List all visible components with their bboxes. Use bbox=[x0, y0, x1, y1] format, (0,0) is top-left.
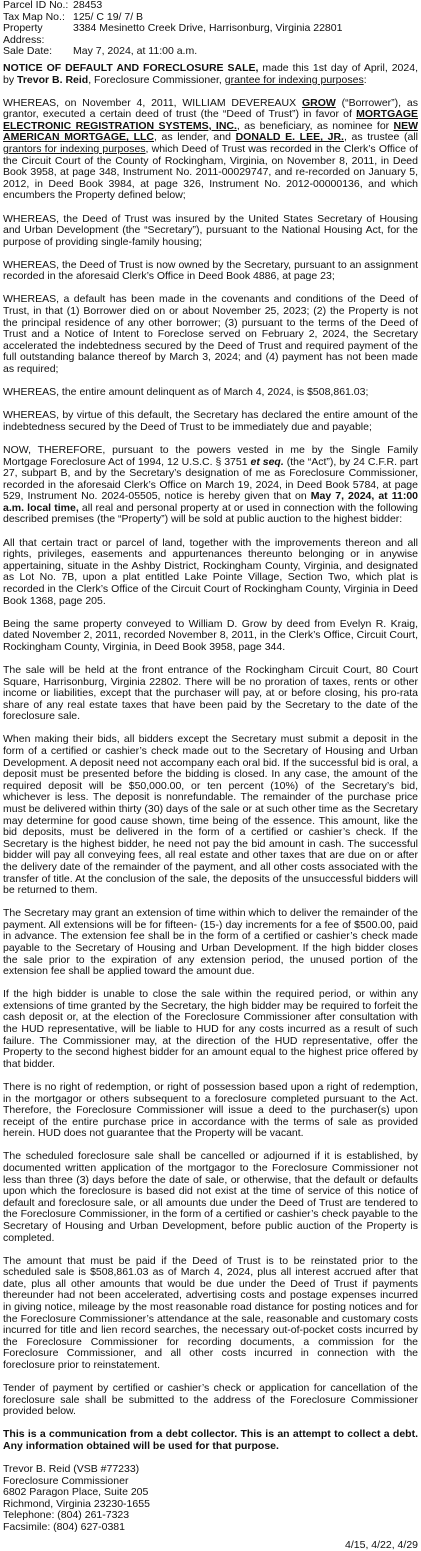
signature-line: 6802 Paragon Place, Suite 205 bbox=[3, 1486, 149, 1499]
notice-title: NOTICE OF DEFAULT AND FORECLOSURE SALE, bbox=[3, 61, 259, 74]
text-run: , as trustee (all bbox=[343, 131, 418, 144]
intro-text: , Foreclosure Commissioner, bbox=[88, 73, 225, 86]
beneficiary-name: MORTGAGE ELECTRONIC REGISTRATION SYSTEMS, INC. bbox=[3, 108, 418, 132]
paragraph-bids: When making their bids, all bidders except the Secretary must submit a deposit in the form of a certified or cashier’s check made out to the Secretary of Housing and Urban Development. A deposit need not accompany each oral bid. If the successful bid is oral, a deposit must be presented before the bidding is closed. In any case, the amount of the required deposit will be $50,000.00, or ten percent (10%) of the Secretary’s bid, whichever is less. The deposit is nonrefundable. The remainder of the purchase price must be delivered within thirty (30) days of the sale or at such other time as the Secretary may determine for good cause shown, time being of the essence. This amount, like the bid deposits, must be delivered in the form of a certified or cashier’s check. If the Secretary is the highest bidder, he need not pay the bid amount in cash. The successful bidder will pay all conveying fees, all real estate and other taxes that are due on or after the delivery date of the remainder of the payment, and all other costs associated with the transfer of title. At the conclusion of the sale, the deposits of the unsuccessful bidders will be returned to them. bbox=[3, 733, 418, 897]
text-run: all real and personal property at or used in connection with the following described premises (the “Property”) will be sold at public auction to the highest bidder: bbox=[3, 501, 418, 526]
text-run: (“Borrower”), as grantor, executed a certain deed of trust (the “Deed of Trust”) in favor of bbox=[3, 96, 418, 121]
signature-line: Foreclosure Commissioner bbox=[3, 1474, 129, 1487]
header-value: May 7, 2024, at 11:00 a.m. bbox=[73, 45, 198, 58]
signature-block bbox=[3, 1464, 418, 1534]
publication-dates: 4/15, 4/22, 4/29 bbox=[345, 1538, 418, 1551]
paragraph-insured: WHEREAS, the Deed of Trust was insured by the United States Secretary of Housing and Urban Development (the “Secretary”), pursuant to the National Housing Act, for the purpose of providing single-family housing; bbox=[3, 212, 418, 248]
commissioner-name: Trevor B. Reid bbox=[17, 73, 89, 86]
header-key: Parcel ID No.: bbox=[3, 0, 69, 11]
trustee-name: DONALD E. LEE, JR. bbox=[235, 131, 344, 144]
paragraph-whereas-grow bbox=[3, 98, 418, 202]
intro-text: : bbox=[363, 73, 367, 86]
paragraph-cancelled: The scheduled foreclosure sale shall be cancelled or adjourned if it is established, by documented written application of the mortgagor to the Foreclosure Commissioner not less than three (3) days before the date of sale, or otherwise, that the default or defaults upon which the foreclosure is based did not exist at the time of service of this notice of default and foreclosure sale, or all amounts due under the Deed of Trust are tendered to the Foreclosure Commissioner, in the form of a certified or cashier’s check payable to the Secretary of Housing and Urban Development, before public auction of the Property is completed. bbox=[3, 1150, 418, 1244]
grantors-label: grantors for indexing purposes bbox=[3, 143, 146, 156]
text-run: NOW, THEREFORE, pursuant to the powers vested in me by the Single Family Mortgage Foreclosure Act of 1994, 12 U.S.C. § 3751 bbox=[3, 443, 418, 468]
paragraph-reinstate: The amount that must be paid if the Deed of Trust is to be reinstated prior to the scheduled sale is $508,861.03 as of March 4, 2024, plus all interest accrued after that date, plus all other amounts that would be due under the Deed of Trust if payments thereunder had not been accelerated, advertising costs and postage expenses incurred in giving notice, mileage by the most reasonable road distance for posting notices and for the Foreclosure Commissioner’s attendance at the sale, reasonable and customary costs incurred for title and lien record searches, the necessary out-of-pocket costs incurred by the Foreclosure Commissioner for recording documents, a commission for the Foreclosure Commissioner, and all other costs incurred in connection with the foreclosure prior to reinstatement. bbox=[3, 1254, 418, 1371]
signature-line: Telephone: (804) 261-7323 bbox=[3, 1509, 130, 1522]
debt-collector-text: This is a communication from a debt collector. This is an attempt to collect a debt. Any information obtained will be used for that purpose. bbox=[3, 1428, 418, 1452]
header-value: 28453 bbox=[73, 0, 103, 11]
signature-line: Trevor B. Reid (VSB #77233) bbox=[3, 1463, 140, 1476]
et-seq: et seq. bbox=[250, 455, 284, 468]
header-value: 125/ C 19/ 7/ B bbox=[73, 10, 144, 23]
header-row-parcel bbox=[3, 0, 418, 12]
text-run: , as beneficiary, as nominee for bbox=[236, 119, 394, 132]
header-block bbox=[3, 0, 418, 58]
paragraph-now-therefore bbox=[3, 445, 418, 526]
debt-collector-notice bbox=[3, 1429, 418, 1452]
paragraph-virtue: WHEREAS, by virtue of this default, the Secretary has declared the entire amount of the indebtedness secured by the Deed of Trust to be immediately due and payable; bbox=[3, 409, 418, 433]
sale-datetime: May 7, 2024, at 11:00 a.m. local time, bbox=[3, 490, 418, 514]
text-run: (the “Act”), by 24 C.F.R. part 27, subpart B, and by the Secretary’s designation of me as Foreclosure Commissioner, recorded in the aforesaid Clerk’s Office on March 19, 2024, in Deed Book 5784, at page 529, Instrument No. 2024-05505, notice is hereby given that on bbox=[3, 455, 419, 503]
header-value: 3384 Mesinetto Creek Drive, Harrisonburg, Virginia 22801 bbox=[73, 22, 343, 35]
intro-paragraph bbox=[3, 63, 418, 86]
header-key: Sale Date: bbox=[3, 45, 53, 58]
header-key: Property Address: bbox=[3, 22, 45, 46]
paragraph-default: WHEREAS, a default has been made in the covenants and conditions of the Deed of Trust, in that (1) Borrower died on or about November 25, 2023; (2) the Property is not the principal residence of any other borrower; (3) pursuant to the terms of the Deed of Trust and a Notice of Intent to Foreclose served on February 2, 2024, the Secretary accelerated the indebtedness secured by the Deed of Trust and required payment of the full outstanding balance thereof by March 3, 2024; and (4) payment has not been made as required; bbox=[3, 293, 418, 376]
paragraph-owned: WHEREAS, the Deed of Trust is now owned by the Secretary, pursuant to an assignment recorded in the aforesaid Clerk’s Office in Deed Book 4886, at page 23; bbox=[3, 258, 418, 283]
paragraph-amount: WHEREAS, the entire amount delinquent as of March 4, 2024, is $508,861.03; bbox=[3, 386, 369, 399]
text-run: WHEREAS, on November 4, 2011, WILLIAM DEVEREAUX bbox=[3, 96, 302, 109]
paragraph-redemption: There is no right of redemption, or right of possession based upon a right of redemption, in the mortgagor or others subsequent to a foreclosure completed pursuant to the Act. Therefore, the Foreclosure Commissioner will issue a deed to the purchaser(s) upon receipt of the entire purchase price in accordance with the terms of sale as provided herein. HUD does not guarantee that the Property will be vacant. bbox=[3, 1080, 418, 1140]
paragraph-tender: Tender of payment by certified or cashier’s check or application for cancellation of the foreclosure sale shall be submitted to the address of the Foreclosure Commissioner provided below. bbox=[3, 1382, 418, 1418]
paragraph-unable: If the high bidder is unable to close the sale within the required period, or within any extensions of time granted by the Secretary, the high bidder may be required to forfeit the cash deposit or, at the election of the Foreclosure Commissioner after consultation with the HUD representative, will be liable to HUD for any costs incurred as a result of such failure. The Commissioner may, at the direction of the HUD representative, offer the Property to the second highest bidder for an amount equal to the highest price offered by that bidder. bbox=[3, 988, 418, 1070]
lender-name: NEW AMERICAN MORTGAGE, LLC bbox=[3, 119, 418, 144]
paragraph-being: Being the same property conveyed to William D. Grow by deed from Evelyn R. Kraig, dated November 2, 2011, recorded November 8, 2011, in the Clerk’s Office, Circuit Court, Rockingham County, Virginia, in Deed Book 3958, page 344. bbox=[3, 617, 418, 653]
intro-text: made this 1st day of April, 2024, by bbox=[3, 61, 418, 86]
header-row-saledate bbox=[3, 46, 418, 58]
text-run: , which Deed of Trust was recorded in the Clerk’s Office of the Circuit Court of the County of Rockingham, Virginia, on November 8, 2011, in Deed Book 3958, at page 348, Instrument No. 2011-00029747, and re-recorded on January 5, 2012, in Deed Book 3984, at page 326, Instrument No. 2012-00000136, and which encumbers the Property defined below; bbox=[3, 143, 418, 202]
grantee-label: grantee for indexing purposes bbox=[224, 73, 364, 86]
paragraph-tract: All that certain tract or parcel of land, together with the improvements thereon and all rights, privileges, easements and appurtenances thereunto belonging or in anywise appertaining, situate in the Ashby District, Rockingham County, Virginia, and designated as Lot No. 7B, upon a plat entitled Lake Pointe Village, Section Two, which plat is recorded in the Clerk’s Office of the Circuit Court of Rockingham County, Virginia in Deed Book 1368, page 205. bbox=[3, 536, 418, 607]
borrower-name: GROW bbox=[301, 96, 336, 109]
header-row-address bbox=[3, 23, 418, 46]
paragraph-extension: The Secretary may grant an extension of time within which to deliver the remainder of the payment. All extensions will be for fifteen- (15-) day increments for a fee of $500.00, paid in advance. The extension fee shall be in the form of a certified or cashier’s check made payable to the Secretary of Housing and Urban Development. If the high bidder closes the sale prior to the expiration of any extension period, the unused portion of the extension fee shall be applied toward the amount due. bbox=[3, 907, 418, 978]
header-key: Tax Map No.: bbox=[3, 10, 65, 23]
signature-line: Facsimile: (804) 627-0381 bbox=[3, 1521, 125, 1533]
paragraph-sale-location: The sale will be held at the front entrance of the Rockingham Circuit Court, 80 Court Square, Harrisonburg, Virginia 22802. There will be no proration of taxes, rents or other income or liabilities, except that the purchaser will pay, at or before closing, his pro-rata share of any real estate taxes that have been paid by the Secretary to the date of the foreclosure sale. bbox=[3, 663, 418, 723]
signature-line: Richmond, Virginia 23230-1655 bbox=[3, 1497, 150, 1510]
text-run: , as lender, and bbox=[154, 131, 236, 144]
